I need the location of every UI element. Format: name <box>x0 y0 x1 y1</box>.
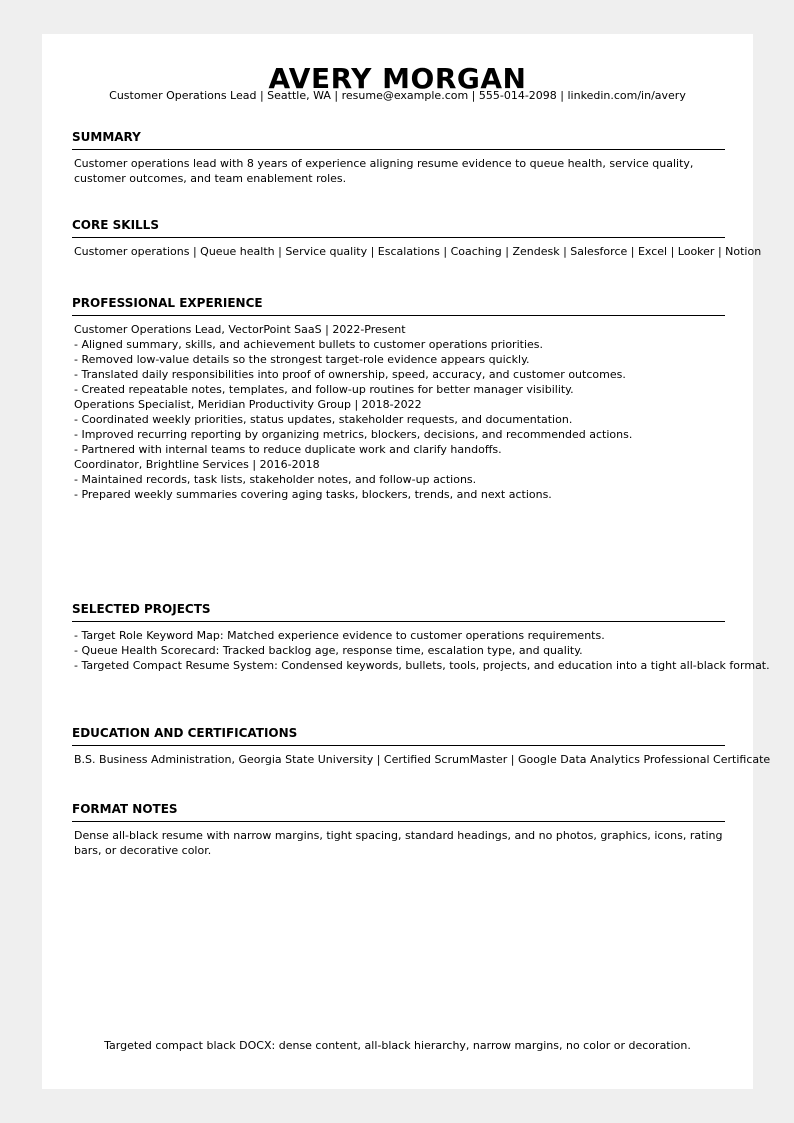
experience-bullet: - Partnered with internal teams to reduce duplicate work and clarify handoffs. <box>74 443 502 456</box>
experience-bullet: - Created repeatable notes, templates, and follow-up routines for better manager visibility. <box>74 383 574 396</box>
section-heading-experience: PROFESSIONAL EXPERIENCE <box>72 296 725 316</box>
project-item: - Targeted Compact Resume System: Condensed keywords, bullets, tools, projects, and education into a tight all-black format. <box>74 659 770 672</box>
experience-job-title: Coordinator, Brightline Services | 2016-2018 <box>74 458 320 471</box>
education-text: B.S. Business Administration, Georgia State University | Certified ScrumMaster | Google Data Analytics Professional Certificate <box>74 753 771 766</box>
project-item: - Target Role Keyword Map: Matched experience evidence to customer operations requirements. <box>74 629 605 642</box>
experience-list <box>72 322 725 502</box>
section-heading-education: EDUCATION AND CERTIFICATIONS <box>72 726 725 746</box>
projects-list <box>72 628 770 673</box>
experience-section <box>72 296 725 502</box>
skills-text: Customer operations | Queue health | Service quality | Escalations | Coaching | Zendesk | Salesforce | Excel | Looker | Notion <box>74 245 762 258</box>
experience-job-title: Customer Operations Lead, VectorPoint SaaS | 2022-Present <box>74 323 406 336</box>
section-heading-summary: SUMMARY <box>72 130 725 150</box>
format-notes-text: Dense all-black resume with narrow margins, tight spacing, standard headings, and no photos, graphics, icons, rating bars, or decorative color. <box>74 829 723 857</box>
format-notes-section <box>72 802 725 858</box>
experience-bullet: - Translated daily responsibilities into proof of ownership, speed, accuracy, and customer outcomes. <box>74 368 626 381</box>
summary-text: Customer operations lead with 8 years of experience aligning resume evidence to queue health, service quality, customer outcomes, and team enablement roles. <box>74 157 694 185</box>
section-heading-format-notes: FORMAT NOTES <box>72 802 725 822</box>
experience-bullet: - Improved recurring reporting by organizing metrics, blockers, decisions, and recommended actions. <box>74 428 633 441</box>
core-skills-section <box>72 218 762 259</box>
resume-page <box>42 34 771 1089</box>
experience-job-title: Operations Specialist, Meridian Productivity Group | 2018-2022 <box>74 398 422 411</box>
experience-bullet: - Coordinated weekly priorities, status updates, stakeholder requests, and documentation. <box>74 413 573 426</box>
section-heading-projects: SELECTED PROJECTS <box>72 602 725 622</box>
project-item: - Queue Health Scorecard: Tracked backlog age, response time, escalation type, and quality. <box>74 644 583 657</box>
education-section <box>72 726 771 767</box>
experience-bullet: - Aligned summary, skills, and achievement bullets to customer operations priorities. <box>74 338 543 351</box>
projects-section <box>72 602 770 673</box>
contact-line: Customer Operations Lead | Seattle, WA | resume@example.com | 555-014-2098 | linkedin.com/in/avery <box>109 89 686 102</box>
candidate-name: AVERY MORGAN <box>268 62 527 95</box>
summary-section <box>72 130 725 186</box>
experience-bullet: - Prepared weekly summaries covering aging tasks, blockers, trends, and next actions. <box>74 488 552 501</box>
section-heading-core-skills: CORE SKILLS <box>72 218 725 238</box>
experience-bullet: - Removed low-value details so the strongest target-role evidence appears quickly. <box>74 353 530 366</box>
page-footer: Targeted compact black DOCX: dense content, all-black hierarchy, narrow margins, no color or decoration. <box>104 1039 691 1052</box>
experience-bullet: - Maintained records, task lists, stakeholder notes, and follow-up actions. <box>74 473 477 486</box>
